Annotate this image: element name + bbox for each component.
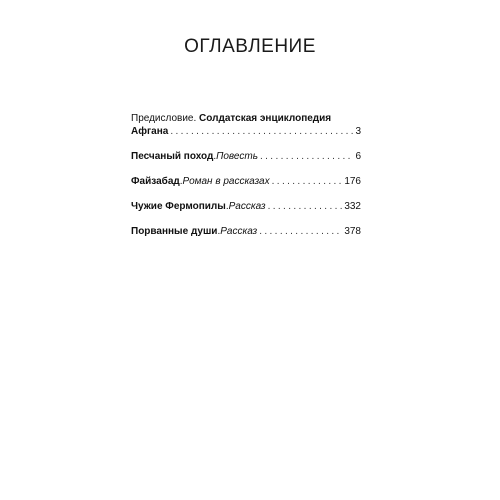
toc-entry-genre: Рассказ: [228, 201, 266, 212]
toc-entry-line: [131, 200, 361, 213]
toc-entry-prefix: Предисловие.: [131, 113, 200, 124]
toc-page-number: 3: [355, 126, 361, 137]
toc-entry-genre: Рассказ: [220, 226, 258, 237]
toc-page-number: 176: [344, 176, 361, 187]
toc-page-number: 332: [344, 201, 361, 212]
toc-page-number: 378: [344, 226, 361, 237]
toc-entry-title: Файзабад: [131, 176, 180, 187]
toc-entry-separator: .: [225, 201, 229, 212]
toc-entry-title-continued: Афгана: [131, 126, 169, 137]
toc-entry-separator: .: [217, 226, 221, 237]
toc-entry-title: Песчаный поход: [131, 151, 214, 162]
toc-entry-chuzhie-fermopily[interactable]: [131, 200, 361, 213]
toc-entry-genre: Повесть: [216, 151, 258, 162]
dot-leader: [260, 150, 353, 163]
toc-entry-porvannye-dushi[interactable]: [131, 225, 361, 238]
toc-page-number: 6: [355, 151, 361, 162]
toc-entry-line: [131, 225, 361, 238]
toc-entry-line: [131, 150, 361, 163]
dot-leader: [170, 125, 353, 138]
dot-leader: [272, 175, 343, 188]
toc-entry-line: [131, 125, 361, 138]
dot-leader: [259, 225, 342, 238]
toc-entry-separator: .: [213, 151, 217, 162]
toc-entry-fayzabad[interactable]: [131, 175, 361, 188]
table-of-contents: [131, 112, 361, 250]
page-title: ОГЛАВЛЕНИЕ: [184, 36, 316, 57]
toc-entry-peschany-pokhod[interactable]: [131, 150, 361, 163]
toc-entry-preface[interactable]: [131, 112, 361, 138]
toc-entry-line: [131, 175, 361, 188]
toc-entry-first-line: [131, 112, 361, 125]
toc-entry-title: Порванные души: [131, 226, 218, 237]
toc-entry-title: Чужие Фермопилы: [131, 201, 226, 212]
dot-leader: [268, 200, 343, 213]
toc-entry-title: Солдатская энциклопедия: [199, 113, 332, 124]
toc-entry-separator: .: [179, 176, 183, 187]
toc-entry-genre: Роман в рассказах: [182, 176, 270, 187]
